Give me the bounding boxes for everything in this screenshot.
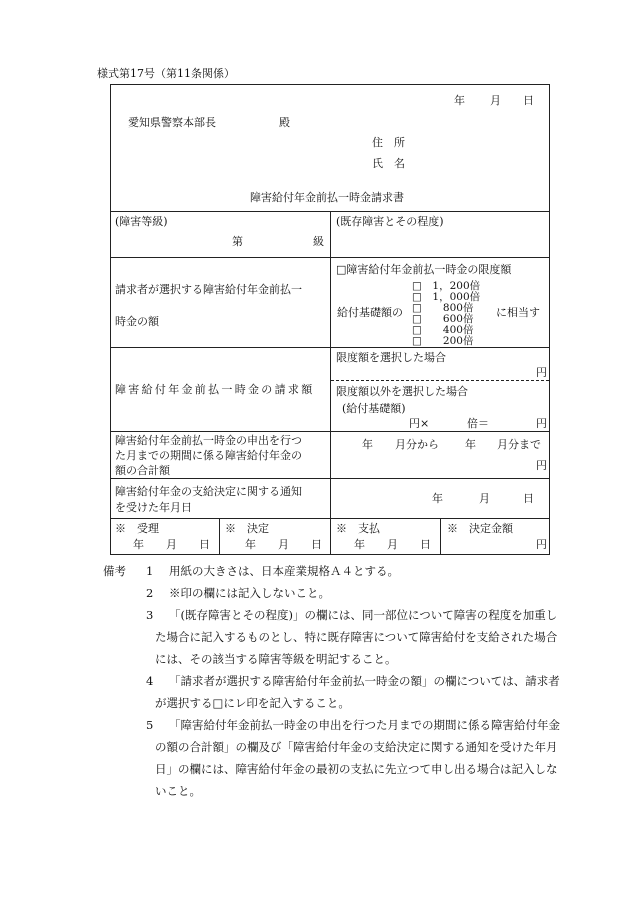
base-amount-paren: (給付基礎額) (342, 402, 406, 415)
remark-line: 日」の欄には、障害給付年金の最初の支払に先立つて申し出る場合は記入しな (155, 762, 558, 776)
grade-kyu: 級 (313, 235, 324, 248)
decided-amount-yen: 円 (536, 538, 547, 551)
remark-line: が選択する□にレ印を記入すること。 (155, 696, 350, 710)
notice-day: 日 (523, 492, 534, 505)
option-400[interactable]: □ 400倍 (412, 324, 474, 336)
month-label: 月 (490, 94, 501, 107)
grade-dai: 第 (232, 235, 243, 248)
received-label: ※ 受理 (115, 522, 159, 535)
decision-label: ※ 決定 (225, 522, 269, 535)
limit-option-checkbox[interactable]: □障害給付年金前払一時金の限度額 (336, 263, 512, 276)
option-1200[interactable]: □ 1，200倍 (412, 280, 481, 292)
formula-yen-times: 円× (409, 417, 430, 430)
recipient: 愛知県警察本部長 (128, 116, 216, 129)
remark-number: 1 (146, 564, 154, 578)
from-year: 年 (362, 438, 373, 451)
base-amount-label: 給付基礎額の (337, 306, 403, 319)
remark-line: 「障害給付年金前払一時金の申出を行つた月までの期間に係る障害給付年金 (169, 718, 560, 732)
notice-month: 月 (479, 492, 490, 505)
formula-multiplier: 倍＝ (467, 417, 489, 430)
option-200[interactable]: □ 200倍 (412, 335, 474, 347)
notice-label-2: を受けた年月日 (115, 501, 192, 514)
remark-line: 「請求者が選択する障害給付年金前払一時金の額」の欄については、請求者 (169, 674, 560, 688)
remark-number: 2 (146, 586, 154, 600)
to-month: 月分まで (497, 438, 541, 451)
option-800[interactable]: □ 800倍 (412, 302, 474, 314)
yen-unit-1: 円 (536, 366, 547, 379)
limit-selected-label: 限度額を選択した場合 (336, 351, 446, 364)
remark-line: た場合に記入するものとし、特に既存障害について障害給付を支給された場合 (155, 630, 558, 644)
remark-number: 4 (146, 674, 154, 688)
from-month: 月分から (395, 438, 439, 451)
remark-number: 5 (146, 718, 154, 732)
remark-line: 用紙の大きさは、日本産業規格Ａ４とする。 (169, 564, 399, 578)
total-yen: 円 (536, 459, 547, 472)
form-title: 障害給付年金前払一時金請求書 (250, 191, 404, 204)
decision-date: 年 月 日 (245, 538, 322, 551)
honorific: 殿 (279, 116, 290, 129)
notice-year: 年 (432, 492, 443, 505)
remark-line: の額の合計額」の欄及び「障害給付年金の支給決定に関する通知を受けた年月 (155, 740, 558, 754)
grade-label: (障害等級) (115, 215, 168, 228)
claim-label: 障害給付年金前払一時金の請求額 (115, 383, 315, 396)
name-label: 氏 名 (372, 157, 405, 170)
yen-unit-2: 円 (536, 417, 547, 430)
form-number: 様式第17号（第11条関係） (97, 67, 235, 80)
received-date: 年 月 日 (133, 538, 210, 551)
other-selected-label: 限度額以外を選択した場合 (336, 385, 468, 398)
remark-line: 「(既存障害とその程度)」の欄には、同一部位について障害の程度を加重し (169, 608, 558, 622)
to-year: 年 (465, 438, 476, 451)
payment-date: 年 月 日 (354, 538, 431, 551)
existing-disability-label: (既存障害とその程度) (336, 215, 444, 228)
option-600[interactable]: □ 600倍 (412, 313, 474, 325)
year-label: 年 (454, 94, 465, 107)
remark-line: いこと。 (155, 784, 201, 798)
total-label-2: た月までの期間に係る障害給付年金の (115, 449, 302, 462)
remarks-title: 備考 (103, 564, 126, 578)
remark-line: ※印の欄には記入しないこと。 (169, 586, 330, 600)
day-label: 日 (523, 94, 534, 107)
remark-line: には、その該当する障害等級を明記すること。 (155, 652, 397, 666)
selection-label-2: 時金の額 (115, 315, 159, 328)
option-1000[interactable]: □ 1，000倍 (412, 291, 481, 303)
address-label: 住 所 (372, 136, 405, 149)
notice-label-1: 障害給付年金の支給決定に関する通知 (115, 485, 302, 498)
remark-number: 3 (146, 608, 154, 622)
selection-label-1: 請求者が選択する障害給付年金前払一 (115, 283, 302, 296)
payment-label: ※ 支払 (336, 522, 380, 535)
decided-amount-label: ※ 決定金額 (447, 522, 513, 535)
equivalent-suffix: に相当す (496, 306, 540, 319)
total-label-3: 額の合計額 (115, 464, 170, 477)
total-label-1: 障害給付年金前払一時金の申出を行つ (115, 434, 302, 447)
